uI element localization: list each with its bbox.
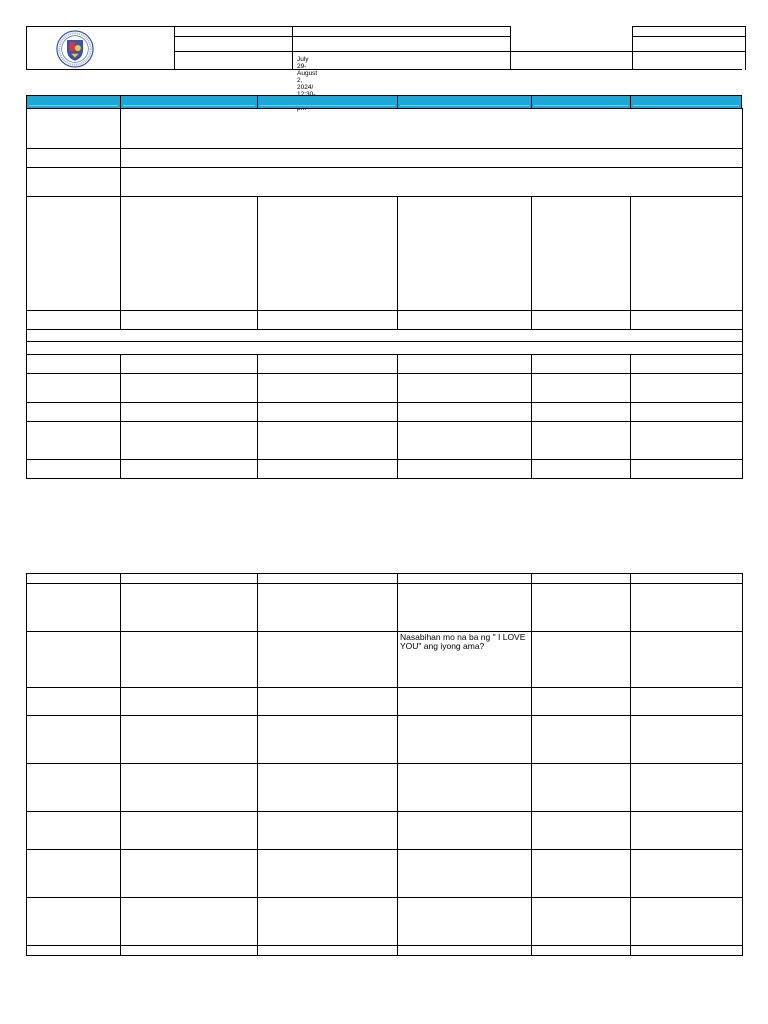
- table-row: [27, 422, 743, 460]
- table-cell: [121, 460, 258, 479]
- table-cell: [631, 632, 743, 688]
- table-cell: [398, 898, 532, 946]
- table-row: [27, 688, 743, 716]
- table-cell: [258, 311, 398, 330]
- table-cell: [121, 688, 258, 716]
- table-cell: [631, 898, 743, 946]
- row-label-cell: [27, 812, 121, 850]
- upper-table: [26, 108, 743, 479]
- table-cell: [631, 355, 743, 374]
- prompt-text-cell: Nasabihan mo na ba ng " I LOVE YOU" ang iyong ama?: [398, 632, 532, 688]
- table-cell: [398, 311, 532, 330]
- table-cell: [532, 716, 631, 764]
- table-row: [27, 197, 743, 311]
- table-cell: [631, 584, 743, 632]
- table-cell: [532, 374, 631, 403]
- row-label-cell: [27, 311, 121, 330]
- table-cell: [532, 197, 631, 311]
- table-row: [27, 355, 743, 374]
- table-cell: [258, 460, 398, 479]
- table-cell: [398, 460, 532, 479]
- table-row: [27, 374, 743, 403]
- row-label-cell: [27, 460, 121, 479]
- table-cell: [258, 374, 398, 403]
- table-cell: [121, 764, 258, 812]
- table-row: [27, 850, 743, 898]
- table-cell: [532, 460, 631, 479]
- table-cell: [121, 898, 258, 946]
- table-cell: [398, 850, 532, 898]
- table-cell: [398, 764, 532, 812]
- date-time-text: July 29- August 2, 2024/: [297, 56, 318, 91]
- table-row: [27, 716, 743, 764]
- table-cell: [532, 946, 631, 956]
- row-label-cell: [27, 688, 121, 716]
- table-cell: [258, 574, 398, 584]
- table-cell: [258, 812, 398, 850]
- table-cell: [121, 632, 258, 688]
- table-row: [27, 168, 743, 197]
- table-row: [27, 330, 743, 342]
- table-cell: [631, 764, 743, 812]
- row-label-cell: [27, 584, 121, 632]
- table-cell: [631, 403, 743, 422]
- table-cell: [398, 584, 532, 632]
- table-cell: [121, 403, 258, 422]
- table-row: [27, 109, 743, 149]
- table-cell: [258, 850, 398, 898]
- table-row: [27, 311, 743, 330]
- row-label-cell: [27, 149, 121, 168]
- table-cell: [398, 716, 532, 764]
- table-cell: [121, 716, 258, 764]
- row-label-cell: [27, 197, 121, 311]
- table-cell: [631, 574, 743, 584]
- table-cell: [121, 946, 258, 956]
- table-row: [27, 574, 743, 584]
- table-cell: [532, 311, 631, 330]
- table-cell: [532, 574, 631, 584]
- table-cell: [258, 716, 398, 764]
- table-cell: [398, 355, 532, 374]
- table-row: [27, 632, 743, 688]
- table-row: [27, 460, 743, 479]
- table-cell: [398, 422, 532, 460]
- row-label-cell: [27, 403, 121, 422]
- table-cell: [532, 850, 631, 898]
- row-label-cell: [27, 946, 121, 956]
- table-cell: [532, 584, 631, 632]
- table-row: [27, 764, 743, 812]
- table-cell: [398, 812, 532, 850]
- table-cell: [121, 850, 258, 898]
- table-row: [27, 584, 743, 632]
- row-label-cell: [27, 716, 121, 764]
- header-cell: [531, 95, 631, 109]
- table-cell: [631, 197, 743, 311]
- table-cell: [121, 311, 258, 330]
- merged-cell: [27, 342, 743, 355]
- table-cell: [631, 311, 743, 330]
- table-cell: [631, 688, 743, 716]
- merged-cell: [121, 168, 743, 197]
- table-cell: [398, 946, 532, 956]
- logo-cell: [26, 26, 174, 70]
- table-cell: [532, 422, 631, 460]
- row-label-cell: [27, 422, 121, 460]
- header-cell: [257, 95, 398, 109]
- table-cell: [631, 460, 743, 479]
- table-cell: [258, 898, 398, 946]
- table-cell: [532, 898, 631, 946]
- table-cell: [121, 355, 258, 374]
- table-cell: [121, 422, 258, 460]
- table-row: [27, 946, 743, 956]
- table-cell: [121, 584, 258, 632]
- table-cell: [258, 764, 398, 812]
- header-cell: [26, 95, 121, 109]
- table-cell: [398, 403, 532, 422]
- table-cell: [258, 403, 398, 422]
- table-cell: [258, 197, 398, 311]
- row-label-cell: [27, 355, 121, 374]
- row-label-cell: [27, 898, 121, 946]
- table-row: [27, 403, 743, 422]
- row-label-cell: [27, 850, 121, 898]
- table-cell: [258, 946, 398, 956]
- header-cell: [630, 95, 742, 109]
- table-cell: [121, 574, 258, 584]
- row-label-cell: [27, 764, 121, 812]
- row-label-cell: [27, 168, 121, 197]
- table-cell: [258, 632, 398, 688]
- header-cell: [397, 95, 532, 109]
- merged-cell: [121, 149, 743, 168]
- table-cell: [631, 374, 743, 403]
- merged-cell: [121, 109, 743, 149]
- table-cell: [631, 422, 743, 460]
- row-label-cell: [27, 109, 121, 149]
- table-cell: [258, 688, 398, 716]
- table-row: [27, 898, 743, 946]
- table-cell: [631, 946, 743, 956]
- table-cell: [258, 355, 398, 374]
- table-cell: [398, 574, 532, 584]
- header-cell: [120, 95, 258, 109]
- deped-seal-icon: [56, 30, 94, 68]
- table-cell: [532, 632, 631, 688]
- table-cell: [398, 688, 532, 716]
- table-cell: [398, 374, 532, 403]
- table-cell: [121, 374, 258, 403]
- table-cell: [532, 688, 631, 716]
- table-cell: [258, 584, 398, 632]
- table-row: [27, 342, 743, 355]
- row-label-cell: [27, 574, 121, 584]
- table-row: [27, 812, 743, 850]
- table-cell: [631, 716, 743, 764]
- table-cell: [258, 422, 398, 460]
- table-row: [27, 149, 743, 168]
- merged-cell: [27, 330, 743, 342]
- table-cell: [398, 197, 532, 311]
- row-label-cell: [27, 374, 121, 403]
- table-cell: [532, 403, 631, 422]
- lower-table: [26, 573, 743, 956]
- table-cell: [532, 812, 631, 850]
- row-label-cell: [27, 632, 121, 688]
- table-cell: [121, 197, 258, 311]
- table-cell: [631, 812, 743, 850]
- table-cell: [121, 812, 258, 850]
- table-cell: [532, 764, 631, 812]
- day-header-row: [26, 95, 742, 109]
- table-cell: [631, 850, 743, 898]
- table-cell: [532, 355, 631, 374]
